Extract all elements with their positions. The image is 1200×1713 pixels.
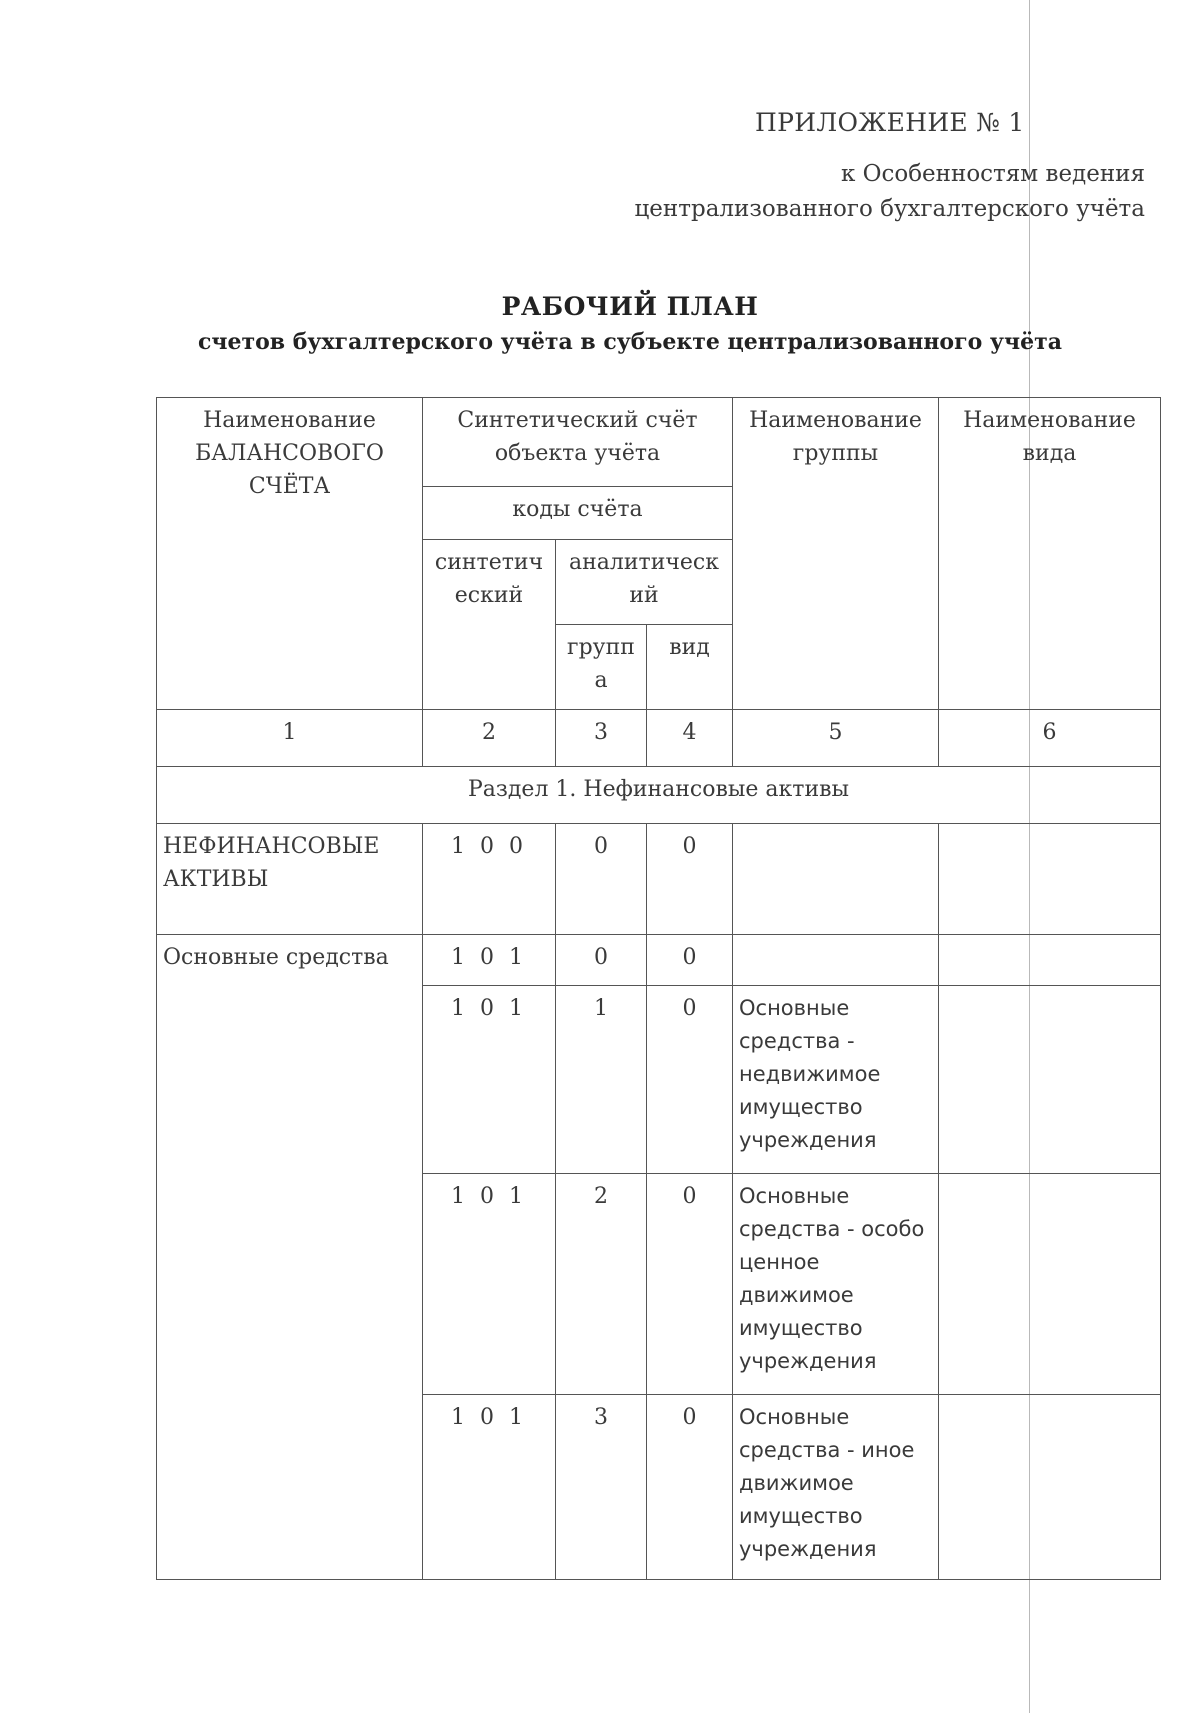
type-code-cell: 0 (647, 1174, 733, 1395)
column-numbers-row (157, 710, 1161, 767)
accounts-plan-table (156, 397, 1161, 1580)
synthetic-code-cell: 1 0 1 (423, 1174, 556, 1395)
header-row-1 (157, 398, 1161, 487)
header-group: групп а (556, 625, 647, 710)
group-name-cell (733, 824, 939, 935)
account-name-cell: НЕФИНАНСОВЫЕ АКТИВЫ (157, 824, 423, 935)
appendix-reference (605, 157, 1145, 227)
document-title: РАБОЧИЙ ПЛАН (501, 292, 759, 321)
table-row (157, 935, 1161, 986)
column-number: 3 (556, 710, 647, 767)
synthetic-code-cell: 1 0 1 (423, 986, 556, 1174)
header-type-name: Наименование вида (939, 398, 1161, 710)
header-account-codes: коды счёта (423, 487, 733, 540)
group-name-cell: Основные средства - особо ценное движимое имущество учреждения (733, 1174, 939, 1395)
section-title: Раздел 1. Нефинансовые активы (157, 767, 1161, 824)
synthetic-code-cell: 1 0 1 (423, 1395, 556, 1580)
group-name-cell: Основные средства - недвижимое имущество учреждения (733, 986, 939, 1174)
appendix-reference-line-1: к Особенностям ведения (840, 161, 1145, 187)
synthetic-code-cell: 1 0 1 (423, 935, 556, 986)
type-name-cell (939, 986, 1161, 1174)
group-code-cell: 0 (556, 935, 647, 986)
group-code-cell: 2 (556, 1174, 647, 1395)
header-synthetic-account: Синтетический счёт объекта учёта (423, 398, 733, 487)
type-name-cell (939, 824, 1161, 935)
group-code-cell: 1 (556, 986, 647, 1174)
header-balance-account-name: Наименование БАЛАНСОВОГО СЧЁТА (157, 398, 423, 710)
column-number: 5 (733, 710, 939, 767)
column-number: 2 (423, 710, 556, 767)
header-group-name: Наименование группы (733, 398, 939, 710)
section-row (157, 767, 1161, 824)
type-code-cell: 0 (647, 824, 733, 935)
header-analytical: аналитическ ий (556, 540, 733, 625)
account-name-cell: Основные средства (157, 935, 423, 1580)
type-name-cell (939, 1395, 1161, 1580)
column-number: 4 (647, 710, 733, 767)
type-name-cell (939, 935, 1161, 986)
header-type: вид (647, 625, 733, 710)
group-name-cell (733, 935, 939, 986)
header-synthetic: синтетич еский (423, 540, 556, 710)
appendix-number: ПРИЛОЖЕНИЕ № 1 (755, 108, 1025, 137)
group-code-cell: 0 (556, 824, 647, 935)
synthetic-code-cell: 1 0 0 (423, 824, 556, 935)
document-subtitle: счетов бухгалтерского учёта в субъекте централизованного учёта (198, 329, 1062, 355)
column-number: 1 (157, 710, 423, 767)
group-code-cell: 3 (556, 1395, 647, 1580)
type-code-cell: 0 (647, 1395, 733, 1580)
column-number: 6 (939, 710, 1161, 767)
table-row (157, 824, 1161, 935)
appendix-reference-line-2: централизованного бухгалтерского учёта (634, 196, 1145, 222)
type-name-cell (939, 1174, 1161, 1395)
group-name-cell: Основные средства - иное движимое имущество учреждения (733, 1395, 939, 1580)
type-code-cell: 0 (647, 935, 733, 986)
type-code-cell: 0 (647, 986, 733, 1174)
